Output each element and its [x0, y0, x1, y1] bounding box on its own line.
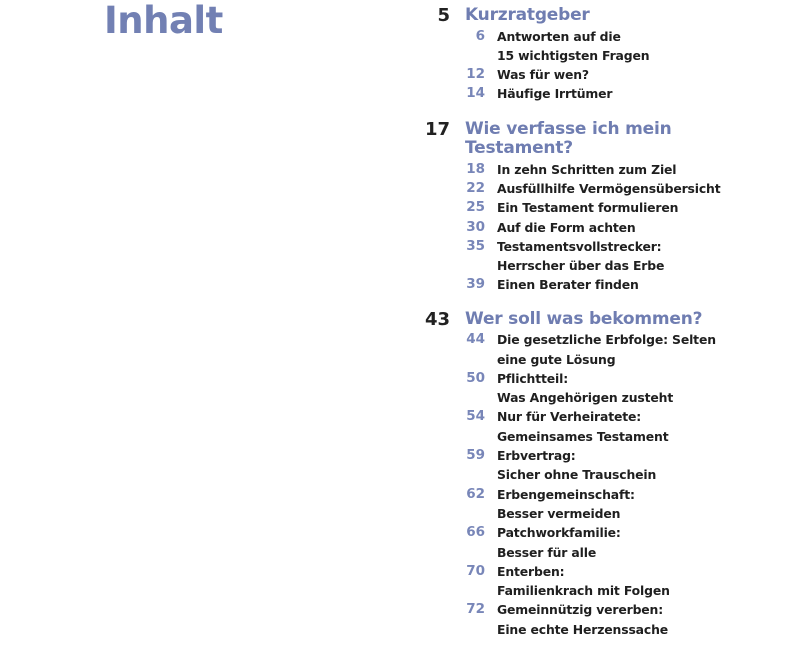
entry-title: Nur für Verheiratete: Gemeinsames Testament — [497, 409, 669, 444]
toc-entry[interactable] — [400, 65, 800, 84]
chapter-heading[interactable] — [400, 310, 800, 330]
chapter-page-number: 17 — [424, 118, 450, 140]
chapter-entries — [400, 160, 800, 295]
entry-page-number: 66 — [466, 524, 485, 541]
toc-entry[interactable] — [400, 485, 800, 524]
toc-entry[interactable] — [400, 198, 800, 217]
entry-title: Testamentsvollstrecker: Herrscher über das Erbe — [497, 238, 665, 274]
entry-page-number: 62 — [466, 485, 485, 502]
chapter-title: Wer soll was bekommen? — [465, 308, 703, 329]
entry-title: Ausfüllhilfe Vermögensübersicht — [497, 180, 721, 196]
page-title: Inhalt — [104, 0, 223, 42]
entry-title: Ein Testament formulieren — [497, 200, 679, 216]
toc-entry[interactable] — [400, 84, 800, 103]
entry-page-number: 25 — [466, 199, 485, 216]
chapter-page-number: 5 — [437, 5, 450, 26]
entry-page-number: 50 — [466, 369, 485, 386]
entry-title: Antworten auf die 15 wichtigsten Fragen — [497, 28, 650, 63]
entry-title: Auf die Form achten — [497, 219, 636, 235]
entry-page-number: 54 — [466, 408, 485, 425]
chapter-kurzratgeber — [400, 6, 800, 104]
entry-title: Gemeinnützig vererben: Eine echte Herzenssache — [497, 602, 669, 637]
chapter-title: Kurzratgeber — [465, 5, 590, 25]
entry-page-number: 70 — [466, 562, 485, 579]
entry-title: Patchworkfamilie: Besser für alle — [497, 525, 621, 560]
entry-title: Enterben: Familienkrach mit Folgen — [497, 563, 670, 599]
entry-page-number: 22 — [466, 179, 485, 196]
table-of-contents — [400, 0, 800, 639]
entry-page-number: 18 — [466, 160, 485, 177]
entry-page-number: 44 — [466, 331, 485, 348]
entry-title: Erbengemeinschaft: Besser vermeiden — [497, 486, 635, 521]
entry-page-number: 72 — [466, 601, 485, 618]
entry-page-number: 59 — [466, 447, 485, 464]
toc-entry[interactable] — [400, 562, 800, 601]
entry-title: Was für wen? — [497, 67, 589, 83]
entry-title: Die gesetzliche Erbfolge: Selten eine gute Lösung — [497, 332, 716, 367]
toc-entry[interactable] — [400, 600, 800, 639]
chapter-entries — [400, 27, 800, 104]
entry-title: Erbvertrag: Sicher ohne Trauschein — [497, 448, 657, 483]
chapter-testament — [400, 120, 800, 295]
entry-page-number: 30 — [466, 218, 485, 235]
entry-page-number: 39 — [466, 276, 485, 293]
toc-entry[interactable] — [400, 218, 800, 237]
toc-entry[interactable] — [400, 407, 800, 446]
toc-entry[interactable] — [400, 160, 800, 179]
toc-entry[interactable] — [400, 27, 800, 66]
toc-entry[interactable] — [400, 369, 800, 408]
toc-entry[interactable] — [400, 330, 800, 369]
entry-title: Einen Berater finden — [497, 277, 639, 293]
toc-entry[interactable] — [400, 237, 800, 276]
toc-entry[interactable] — [400, 179, 800, 198]
chapter-title: Wie verfasse ich mein Testament? — [465, 118, 672, 159]
entry-page-number: 35 — [466, 237, 485, 254]
toc-entry[interactable] — [400, 523, 800, 562]
entry-page-number: 12 — [466, 66, 485, 83]
chapter-wer-bekommt — [400, 310, 800, 639]
toc-entry[interactable] — [400, 275, 800, 294]
entry-title: Pflichtteil: Was Angehörigen zusteht — [497, 370, 674, 406]
toc-entry[interactable] — [400, 446, 800, 485]
entry-title: Häufige Irrtümer — [497, 86, 613, 102]
chapter-page-number: 43 — [424, 308, 450, 330]
chapter-heading[interactable] — [400, 120, 800, 159]
chapter-heading[interactable] — [400, 6, 800, 26]
entry-title: In zehn Schritten zum Ziel — [497, 161, 677, 177]
entry-page-number: 14 — [466, 85, 485, 102]
chapter-entries — [400, 330, 800, 639]
entry-page-number: 6 — [475, 27, 485, 44]
